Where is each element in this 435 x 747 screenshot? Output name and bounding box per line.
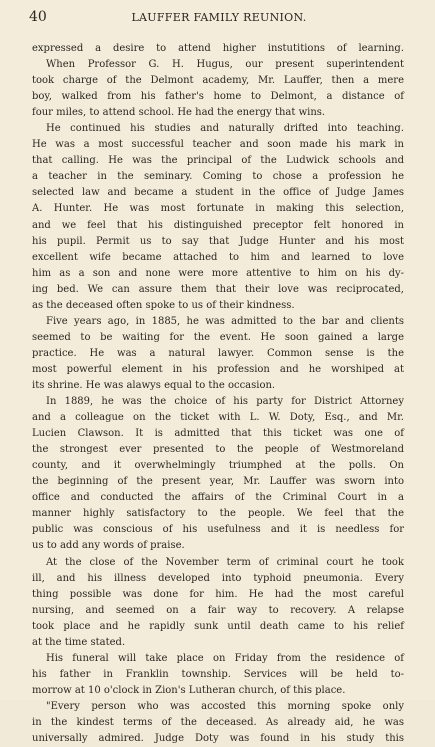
text-line: practice. He was a natural lawyer. Common sense is the [32,347,404,359]
text-line: Five years ago, in 1885, he was admitted to the bar and clients [46,315,404,327]
text-line: his pupil. Permit us to say that Judge Hunter and his most [32,235,404,247]
text-line: us to add any words of praise. [32,540,185,552]
text-line: At the close of the November term of criminal court he took [46,556,404,568]
page-number: 40 [29,9,47,25]
text-line: took place and he rapidly sunk until death came to his relief [32,620,404,632]
text-line: When Professor G. H. Hugus, our present superintendent [46,59,404,71]
text-line: that calling. He was the principal of the Ludwick schools and [32,155,404,167]
text-line: the strongest ever presented to the people of Westmoreland [32,444,404,456]
text-line: four miles, to attend school. He had the energy that wins. [32,107,326,119]
text-line: ing bed. We can assure them that their love was reciprocated, [32,283,404,295]
running-title: LAUFFER FAMILY REUNION. [131,11,307,24]
text-line: its shrine. He was alawys equal to the occasion. [32,379,276,391]
text-line: county, and it overwhelmingly triumphed at the polls. On [32,460,404,472]
text-line: and we feel that his distinguished preceptor felt honored in [32,219,404,231]
text-line: In 1889, he was the choice of his party for District Attorney [46,396,404,408]
text-line: most powerful element in his profession and he worshiped at [32,363,404,375]
text-line: him as a son and none were more attentive to him on his dy- [32,267,404,279]
text-line: and a colleague on the ticket with L. W. Doty, Esq., and Mr. [32,412,404,424]
text-line: A. Hunter. He was most fortunate in making this selection, [32,203,404,215]
text-line: universally admired. Judge Doty was found in his study this [32,733,404,745]
text-line: the beginning of the present year, Mr. Lauffer was sworn into [32,476,404,488]
text-line: manner highly satisfactory to the people. We feel that the [32,508,404,520]
text-line: ill, and his illness developed into typhoid pneumonia. Every [32,572,404,584]
text-line: at the time stated. [32,636,126,648]
text-line: He continued his studies and naturally drifted into teaching. [46,123,404,135]
text-line: public was conscious of his usefulness and it is needless for [32,524,404,536]
text-line: "Every person who was accosted this morning spoke only [46,700,404,712]
text-line: in the kindest terms of the deceased. As already aid, he was [32,716,404,728]
text-line: a teacher in the seminary. Coming to chose a profession he [32,171,404,183]
text-line: selected law and became a student in the office of Judge James [32,187,404,199]
text-line: office and conducted the affairs of the Criminal Court in a [32,492,404,504]
body-text [32,41,404,747]
text-line: Lucien Clawson. It is admitted that this ticket was one of [32,428,404,440]
text-line: took charge of the Delmont academy, Mr. Lauffer, then a mere [32,75,404,87]
text-line: boy, walked from his father's home to Delmont, a distance of [32,91,404,103]
page-header [29,9,409,29]
text-line: nursing, and seemed on a fair way to recovery. A relapse [32,604,404,616]
text-line: His funeral will take place on Friday from the residence of [46,652,404,664]
text-line: his father in Franklin township. Services will be held to- [32,668,404,680]
text-line: thing possible was done for him. He had the most careful [32,588,404,600]
text-line: as the deceased often spoke to us of their kindness. [32,299,295,311]
text-line: morrow at 10 o'clock in Zion's Lutheran church, of this place. [32,684,346,696]
text-line: expressed a desire to attend higher instutitions of learning. [32,43,404,54]
text-line: seemed to be waiting for the event. He soon gained a large [32,331,404,343]
text-line: excellent wife became attached to him and learned to love [32,251,404,263]
text-line: He was a most successful teacher and soon made his mark in [32,139,404,151]
